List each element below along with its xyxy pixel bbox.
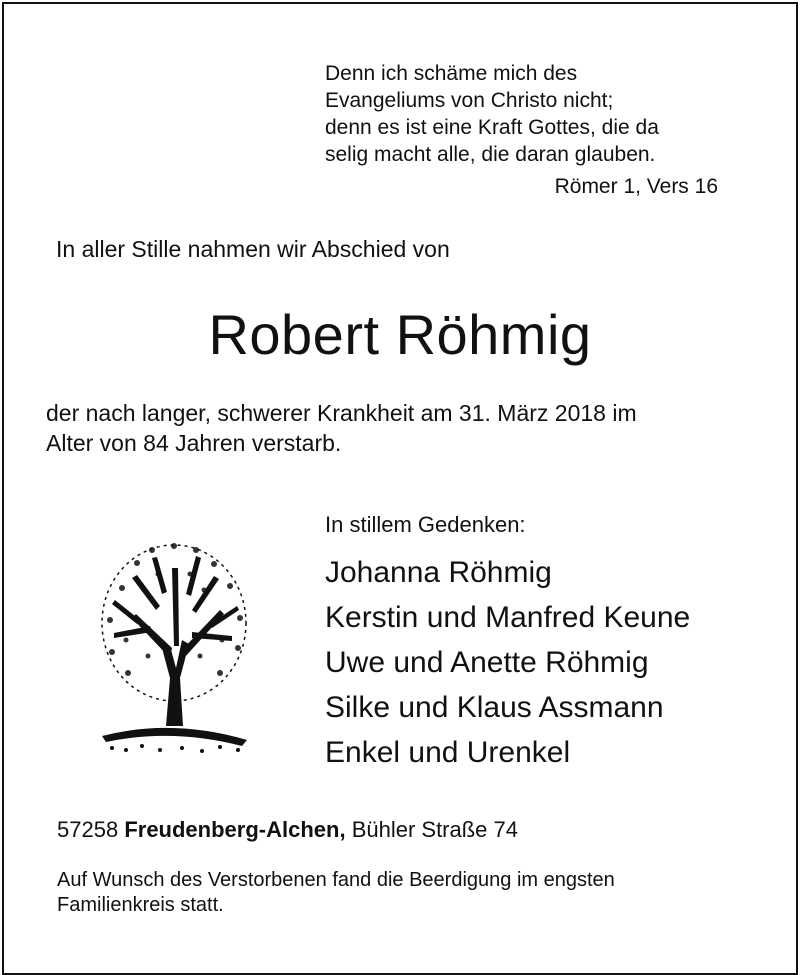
mourner-name: Enkel und Urenkel <box>325 736 571 769</box>
intro-text: In aller Stille nahmen wir Abschied von <box>56 236 450 262</box>
bible-verse <box>325 60 659 168</box>
verse-line: Evangeliums von Christo nicht; <box>325 89 614 112</box>
mourners-list <box>325 550 690 775</box>
address <box>57 817 518 843</box>
verse-reference: Römer 1, Vers 16 <box>554 175 718 198</box>
mourning-label: In stillem Gedenken: <box>325 512 526 537</box>
funeral-note <box>57 868 777 918</box>
note-line: Auf Wunsch des Verstorbenen fand die Beerdigung im engsten <box>57 869 615 891</box>
description-line: Alter von 84 Jahren verstarb. <box>46 430 342 456</box>
death-description <box>46 398 766 458</box>
mourner-name: Uwe und Anette Röhmig <box>325 646 649 679</box>
street: Bühler Straße 74 <box>351 817 518 842</box>
note-line: Familienkreis statt. <box>57 894 224 916</box>
verse-line: Denn ich schäme mich des <box>325 62 578 85</box>
mourner-name: Silke und Klaus Assmann <box>325 691 664 724</box>
description-line: der nach langer, schwerer Krankheit am 31. März 2018 im <box>46 400 637 426</box>
deceased-name: Robert Röhmig <box>208 303 592 366</box>
mourner-name: Johanna Röhmig <box>325 556 552 589</box>
tree-icon <box>92 528 257 758</box>
postal-code: 57258 <box>57 817 119 842</box>
verse-line: denn es ist eine Kraft Gottes, die da <box>325 116 659 139</box>
mourner-name: Kerstin und Manfred Keune <box>325 601 691 634</box>
place-name: Freudenberg-Alchen, <box>124 817 346 842</box>
verse-line: selig macht alle, die daran glauben. <box>325 143 656 166</box>
